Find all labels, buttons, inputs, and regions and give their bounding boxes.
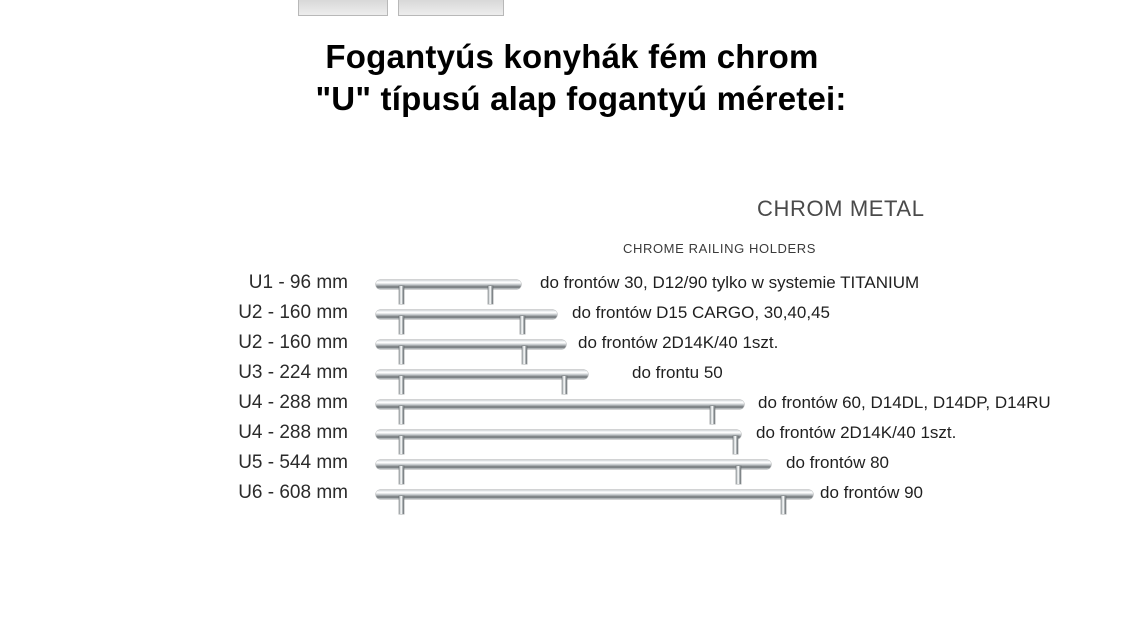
- handle-row: [0, 392, 1134, 422]
- handle-size-label: U5 - 544 mm: [238, 452, 348, 473]
- handle-graphic: [376, 452, 771, 478]
- handle-graphic: [376, 392, 744, 418]
- handle-graphic: [376, 422, 741, 448]
- handle-size-label: U1 - 96 mm: [248, 272, 348, 293]
- handle-size-label: U4 - 288 mm: [238, 422, 348, 443]
- chrome-rail-bar: [376, 370, 588, 379]
- chrome-rail-bar: [376, 340, 566, 349]
- handle-graphic: [376, 272, 521, 298]
- chrome-rail-bar: [376, 490, 813, 499]
- handle-graphic: [376, 332, 566, 358]
- chrome-rail-bar: [376, 430, 741, 439]
- handle-application-note: do frontów 30, D12/90 tylko w systemie TITANIUM: [540, 273, 920, 292]
- chrome-rail-bar: [376, 460, 771, 469]
- handle-graphic: [376, 482, 813, 508]
- page-title: [0, 36, 1134, 120]
- handle-application-note: do frontów 60, D14DL, D14DP, D14RU: [758, 393, 1051, 412]
- rail-post-left: [399, 496, 404, 514]
- chrome-rail-bar: [376, 280, 521, 289]
- handle-application-note: do frontów 80: [786, 453, 890, 472]
- handle-row: [0, 422, 1134, 452]
- handle-row: [0, 272, 1134, 302]
- handle-application-note: do frontów 2D14K/40 1szt.: [578, 333, 779, 352]
- handle-row: [0, 482, 1134, 512]
- handle-row: [0, 452, 1134, 482]
- handle-row: [0, 302, 1134, 332]
- cropped-thumbnail-1: [298, 0, 388, 16]
- handle-application-note: do frontów 90: [820, 483, 924, 502]
- handle-graphic: [376, 362, 588, 388]
- chrome-rail-bar: [376, 400, 744, 409]
- handle-application-note: do frontów D15 CARGO, 30,40,45: [572, 303, 830, 322]
- handle-size-label: U4 - 288 mm: [238, 392, 348, 413]
- rail-post-right: [781, 496, 786, 514]
- handle-row: [0, 332, 1134, 362]
- handle-application-note: do frontu 50: [632, 363, 723, 382]
- chrome-railing-holders-heading: CHROME RAILING HOLDERS: [623, 241, 817, 256]
- title-line-2: "U" típusú alap fogantyú méretei:: [315, 80, 847, 117]
- handle-row: [0, 362, 1134, 392]
- cropped-thumbnail-2: [398, 0, 504, 16]
- handle-size-diagram: [0, 272, 1134, 512]
- handle-size-label: U2 - 160 mm: [238, 302, 348, 323]
- title-line-1: Fogantyús konyhák fém chrom: [325, 38, 819, 75]
- handle-size-label: U6 - 608 mm: [238, 482, 348, 503]
- cropped-image-strip: [0, 0, 1134, 14]
- handle-application-note: do frontów 2D14K/40 1szt.: [756, 423, 957, 442]
- handle-graphic: [376, 302, 557, 328]
- handle-size-label: U2 - 160 mm: [238, 332, 348, 353]
- chrom-metal-heading: CHROM METAL: [757, 196, 925, 221]
- handle-size-label: U3 - 224 mm: [238, 362, 348, 383]
